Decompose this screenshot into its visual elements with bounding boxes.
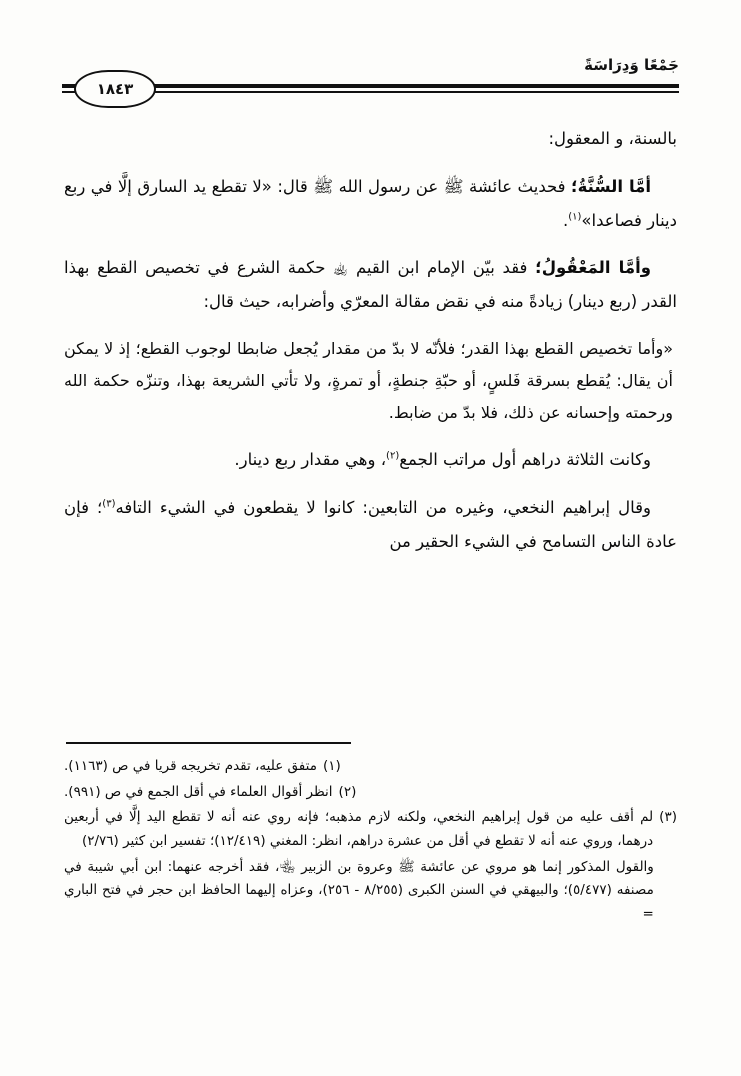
maqul-label: وأمَّا المَعْقُولُ؛	[535, 258, 651, 278]
nakhai-text: وقال إبراهيم النخعي، وغيره من التابعين: كانوا لا يقطعون في الشيء التافه	[115, 497, 651, 517]
three-dirhams-rest: ، وهي مقدار ربع دينار.	[234, 450, 387, 470]
footnote-item	[64, 781, 677, 805]
footnotes-section	[64, 755, 677, 928]
sunnah-tail: .	[562, 210, 569, 230]
footnote-item	[64, 755, 677, 779]
footnote-number: (١)	[322, 758, 341, 774]
footnote-text: لم أقف عليه من قول إبراهيم النخعي، ولكنه لازم مذهبه؛ فإنه روي عنه أنه لا تقطع اليد إلَّا في أربعين درهما، وروي عنه أنه لا تقطع في أقل من عشرة دراهم، انظر: المغني (١٢/٤١٩)؛ تفسير ابن كثير (٢/٧٦)	[64, 809, 654, 849]
paragraph-nakhai	[64, 491, 677, 559]
footnote-text: متفق عليه، تقدم تخريجه قريا في ص (١١٦٣).	[64, 758, 317, 774]
three-dirhams-text: وكانت الثلاثة دراهم أول مراتب الجمع	[399, 450, 651, 470]
quotation-block	[64, 333, 677, 429]
nakhai-rest: ؛ فإن عادة الناس التسامح في الشيء الحقير من	[64, 497, 677, 551]
footnote-item	[64, 806, 677, 853]
sunnah-text: فحديث عائشة ﷺ عن رسول الله ﷺ قال: «لا تقطع يد السارق إلَّا في ربع دينار فصاعدا»	[64, 176, 677, 230]
footnote-number: (٣)	[659, 809, 677, 826]
footnote-ref-1[interactable]: (١)	[568, 211, 582, 223]
paragraph-maqul	[64, 251, 677, 319]
running-head-title: جَمْعًا وَدِرَاسَةً	[584, 56, 679, 74]
paragraph-three-dirhams	[64, 443, 677, 477]
footnote-text: انظر أقوال العلماء في أقل الجمع في ص (٩٩١).	[64, 783, 333, 800]
footnote-ref-2[interactable]: (٢)	[386, 450, 400, 462]
page-body	[64, 122, 677, 573]
footnote-continuation-spacer	[660, 856, 677, 927]
footnote-number: (٢)	[338, 783, 357, 800]
paragraph-opening	[64, 122, 677, 156]
footnote-continuation	[64, 856, 677, 927]
page-number-badge: ١٨٤٣	[74, 70, 156, 108]
page-header	[62, 56, 679, 108]
header-rule	[62, 80, 679, 98]
opening-line-text: بالسنة، و المعقول:	[548, 129, 677, 148]
footnote-text: والقول المذكور إنما هو مروي عن عائشة ﷺ وعروة بن الزبير ﵄، فقد أخرجه عنهما: ابن أبي شيبة في مصنفه (٥/٤٧٧)؛ والبيهقي في السنن الكبرى (٨/٢٥٥ - ٢٥٦)، وعزاه إليهما الحافظ ابن حجر في فتح الباري =	[64, 858, 654, 922]
footnote-separator	[66, 742, 351, 744]
quotation-text: «وأما تخصيص القطع بهذا القدر؛ فلأنّه لا بدّ من مقدار يُجعل ضابطا لوجوب القطع؛ إذ لا يمكن أن يقال: يُقطع بسرقة فَلسٍ، أو حبّةِ جنطةٍ، أو تمرةٍ، ولا تأتي الشريعة بهذا، وتنزّه حكمة الله ورحمته وإحسانه عن ذلك، فلا بدّ من ضابط.	[64, 339, 673, 423]
sunnah-label: أمَّا السُّنَّةُ؛	[571, 176, 652, 196]
maqul-text: فقد بيّن الإمام ابن القيم ﵀ حكمة الشرع في تخصيص القطع بهذا القدر (ربع دينار) زيادةً منه في نقض مقالة المعرّي وأضرابه، حيث قال:	[64, 258, 677, 312]
paragraph-sunnah	[64, 170, 677, 238]
footnote-ref-3[interactable]: (٣)	[102, 498, 116, 510]
